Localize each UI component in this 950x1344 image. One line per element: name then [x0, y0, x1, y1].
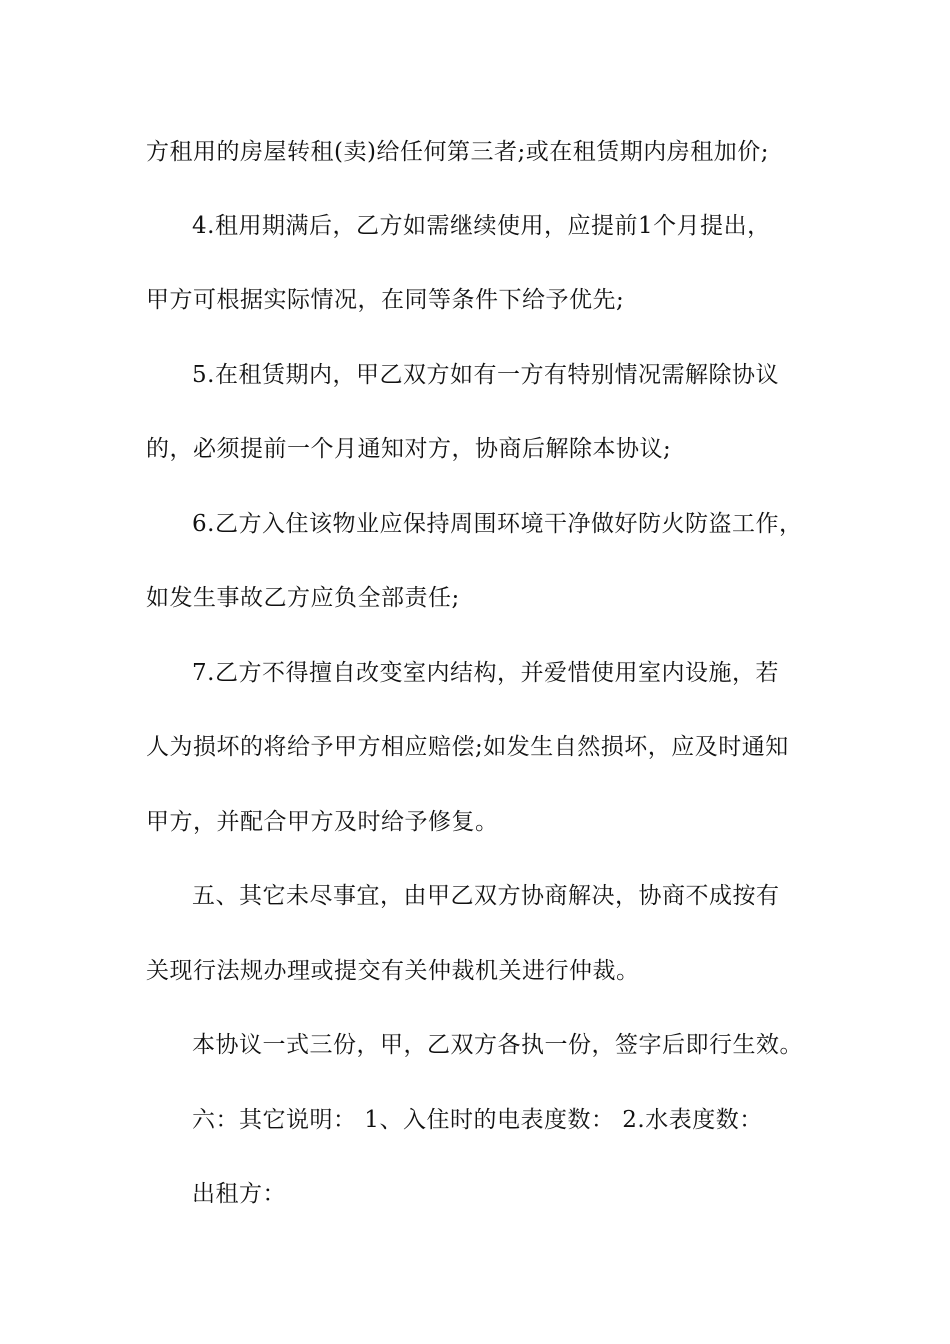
section-6-other-notes: 六：其它说明： 1、入住时的电表度数： 2.水表度数：: [192, 1107, 763, 1133]
lessor-label: 出租方：: [192, 1181, 286, 1207]
clause-4-line-1: 4.租用期满后，乙方如需继续使用，应提前1个月提出，: [192, 213, 771, 239]
section-5-line-2: 关现行法规办理或提交有关仲裁机关进行仲裁。: [146, 958, 640, 984]
clause-5-line-1: 5.在租赁期内，甲乙双方如有一方有特别情况需解除协议: [192, 362, 779, 388]
text-line-1: 方租用的房屋转租(卖)给任何第三者;或在租赁期内房租加价;: [146, 139, 769, 165]
section-5-line-1: 五、其它未尽事宜，由甲乙双方协商解决，协商不成按有: [192, 883, 780, 909]
clause-5-line-2: 的，必须提前一个月通知对方，协商后解除本协议;: [146, 436, 672, 462]
copies-statement: 本协议一式三份，甲，乙双方各执一份，签字后即行生效。: [192, 1032, 803, 1058]
clause-7-line-2: 人为损坏的将给予甲方相应赔偿;如发生自然损坏，应及时通知: [146, 734, 789, 760]
clause-7-line-1: 7.乙方不得擅自改变室内结构，并爱惜使用室内设施，若: [192, 660, 779, 686]
clause-4-line-2: 甲方可根据实际情况，在同等条件下给予优先;: [146, 287, 625, 313]
clause-6-line-2: 如发生事故乙方应负全部责任;: [146, 585, 460, 611]
clause-6-line-1: 6.乙方入住该物业应保持周围环境干净做好防火防盗工作，: [192, 511, 803, 537]
clause-7-line-3: 甲方，并配合甲方及时给予修复。: [146, 809, 499, 835]
